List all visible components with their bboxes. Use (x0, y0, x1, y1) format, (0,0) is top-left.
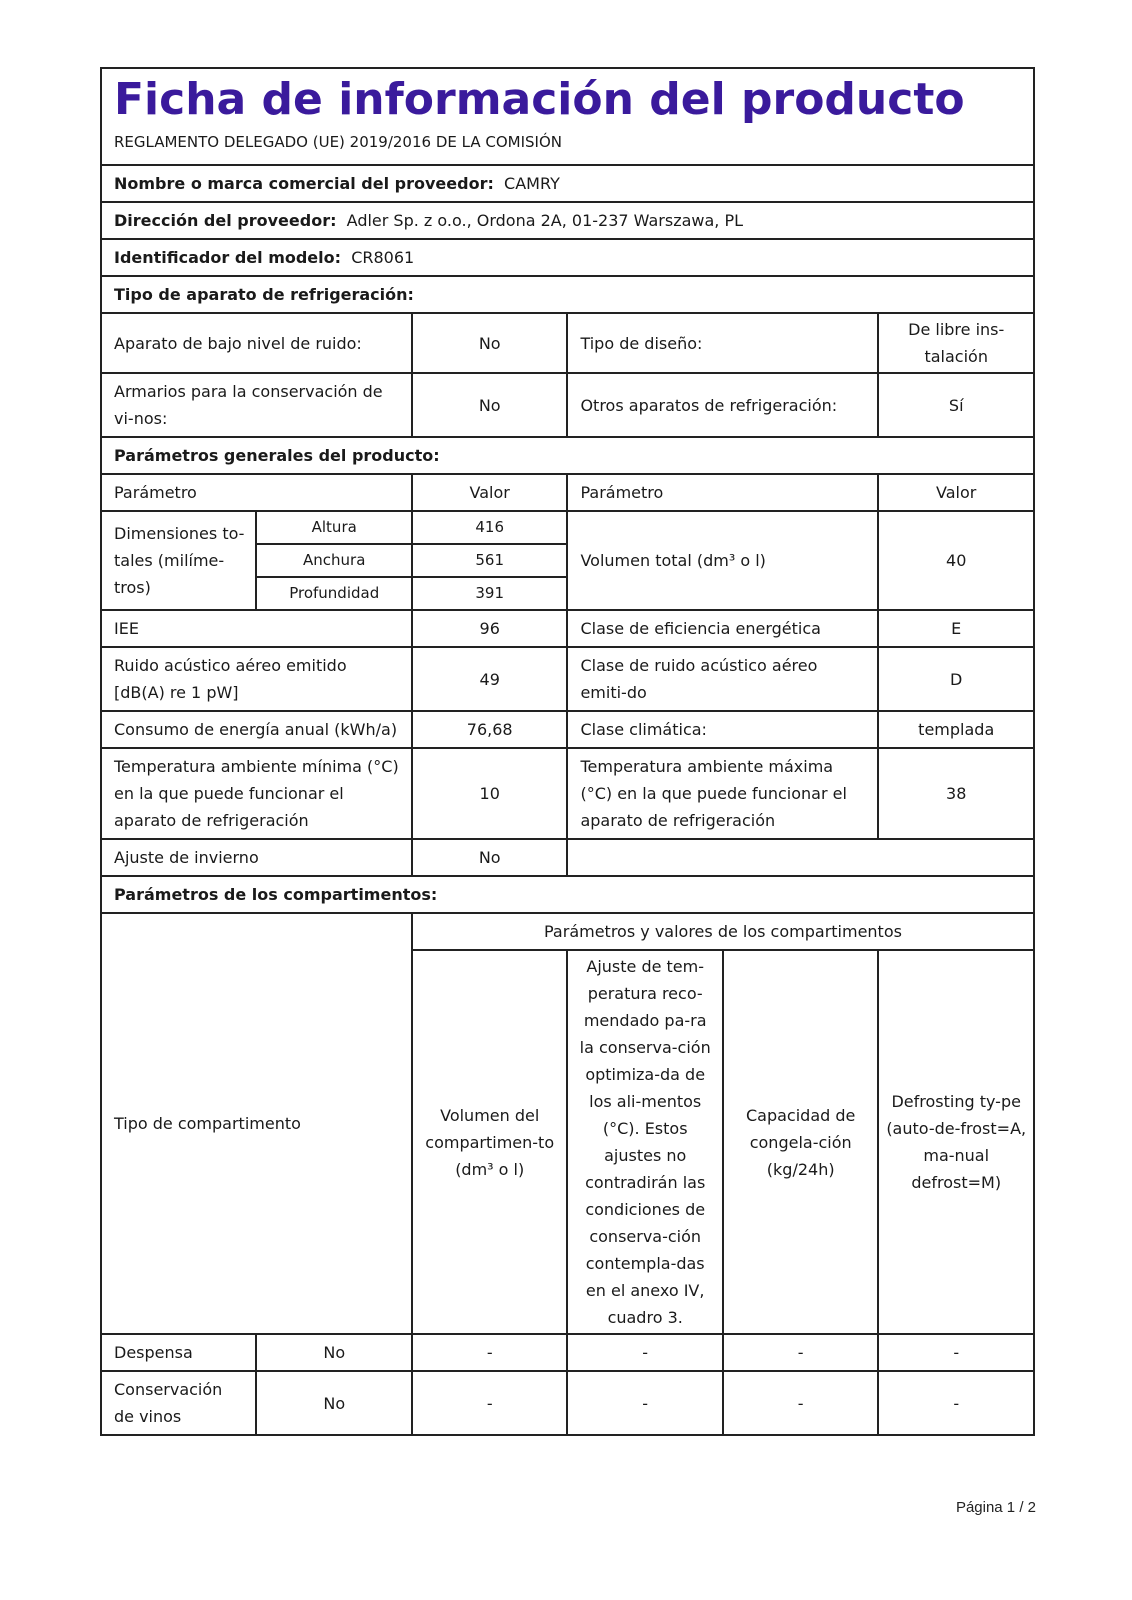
appliance-type-heading: Tipo de aparato de refrigeración: (101, 276, 1034, 313)
col-value-right: Valor (878, 474, 1034, 511)
compartment-present: No (256, 1371, 411, 1435)
wine-storage-value: No (412, 373, 567, 437)
width-value: 561 (412, 544, 567, 577)
other-appliances-label: Otros aparatos de refrigeración: (567, 373, 878, 437)
supplier-address-row (101, 202, 1034, 239)
col-value-left: Valor (412, 474, 567, 511)
model-id-label: Identificador del modelo: (114, 248, 342, 267)
comp-col-defrost: Defrosting ty-pe (auto-de-frost=A, ma-nual defrost=M) (878, 950, 1034, 1334)
energy-class-value: E (878, 610, 1034, 647)
height-value: 416 (412, 511, 567, 544)
supplier-name-value: CAMRY (504, 174, 560, 193)
compartment-name: Despensa (101, 1334, 256, 1371)
compartment-volume: - (412, 1334, 567, 1371)
compartment-freezing: - (723, 1334, 878, 1371)
compartment-temp: - (567, 1371, 722, 1435)
supplier-address-value: Adler Sp. z o.o., Ordona 2A, 01-237 Warszawa, PL (346, 211, 744, 230)
compartment-type-label: Tipo de compartimento (101, 913, 412, 1334)
low-noise-value: No (412, 313, 567, 373)
compartment-volume: - (412, 1371, 567, 1435)
compartments-heading: Parámetros de los compartimentos: (101, 876, 1034, 913)
height-label: Altura (256, 511, 411, 544)
winter-label: Ajuste de invierno (101, 839, 412, 876)
regulation-text: REGLAMENTO DELEGADO (UE) 2019/2016 DE LA COMISIÓN (114, 133, 562, 151)
col-param-left: Parámetro (101, 474, 412, 511)
compartment-values-heading: Parámetros y valores de los compartimentos (412, 913, 1034, 950)
climate-class-value: templada (878, 711, 1034, 748)
model-id-value: CR8061 (351, 248, 415, 267)
low-noise-label: Aparato de bajo nivel de ruido: (101, 313, 412, 373)
winter-value: No (412, 839, 567, 876)
comp-col-freezing: Capacidad de congela-ción (kg/24h) (723, 950, 878, 1334)
model-id-row (101, 239, 1034, 276)
max-temp-label: Temperatura ambiente máxima (°C) en la que puede funcionar el aparato de refrigeración (567, 748, 878, 839)
comp-col-temp: Ajuste de tem-peratura reco-mendado pa-ra la conserva-ción optimiza-da de los ali-mentos (°C). Estos ajustes no contradirán las condiciones de conserva-ción contempla-das en el anexo IV, cuadro 3. (567, 950, 722, 1334)
width-label: Anchura (256, 544, 411, 577)
energy-class-label: Clase de eficiencia energética (567, 610, 878, 647)
page-title: Ficha de información del producto (114, 74, 965, 125)
comp-col-volume: Volumen del compartimen-to (dm³ o l) (412, 950, 567, 1334)
wine-storage-label: Armarios para la conservación de vi-nos: (101, 373, 412, 437)
total-volume-value: 40 (878, 511, 1034, 610)
table-row (101, 1334, 1034, 1371)
climate-class-label: Clase climática: (567, 711, 878, 748)
other-appliances-value: Sí (878, 373, 1034, 437)
supplier-name-row (101, 165, 1034, 202)
design-type-value: De libre ins-talación (878, 313, 1034, 373)
depth-label: Profundidad (256, 577, 411, 610)
min-temp-value: 10 (412, 748, 567, 839)
compartment-defrost: - (878, 1371, 1034, 1435)
min-temp-label: Temperatura ambiente mínima (°C) en la que puede funcionar el aparato de refrigeración (101, 748, 412, 839)
compartment-defrost: - (878, 1334, 1034, 1371)
general-params-heading: Parámetros generales del producto: (101, 437, 1034, 474)
eei-label: IEE (101, 610, 412, 647)
compartment-name: Conservación de vinos (101, 1371, 256, 1435)
empty-cell (567, 839, 1034, 876)
dimensions-label: Dimensiones to-tales (milíme-tros) (101, 511, 256, 610)
design-type-label: Tipo de diseño: (567, 313, 878, 373)
compartment-freezing: - (723, 1371, 878, 1435)
title-cell (101, 68, 1034, 129)
page-number: Página 1 / 2 (955, 1499, 1036, 1516)
compartment-temp: - (567, 1334, 722, 1371)
max-temp-value: 38 (878, 748, 1034, 839)
noise-class-label: Clase de ruido acústico aéreo emiti-do (567, 647, 878, 711)
table-row (101, 1371, 1034, 1435)
annual-energy-value: 76,68 (412, 711, 567, 748)
supplier-address-label: Dirección del proveedor: (114, 211, 337, 230)
annual-energy-label: Consumo de energía anual (kWh/a) (101, 711, 412, 748)
product-info-table (100, 67, 1035, 1436)
supplier-name-label: Nombre o marca comercial del proveedor: (114, 174, 494, 193)
eei-value: 96 (412, 610, 567, 647)
noise-value: 49 (412, 647, 567, 711)
noise-label: Ruido acústico aéreo emitido [dB(A) re 1 pW] (101, 647, 412, 711)
col-param-right: Parámetro (567, 474, 878, 511)
noise-class-value: D (878, 647, 1034, 711)
regulation-cell (101, 129, 1034, 165)
total-volume-label: Volumen total (dm³ o l) (567, 511, 878, 610)
depth-value: 391 (412, 577, 567, 610)
compartment-present: No (256, 1334, 411, 1371)
